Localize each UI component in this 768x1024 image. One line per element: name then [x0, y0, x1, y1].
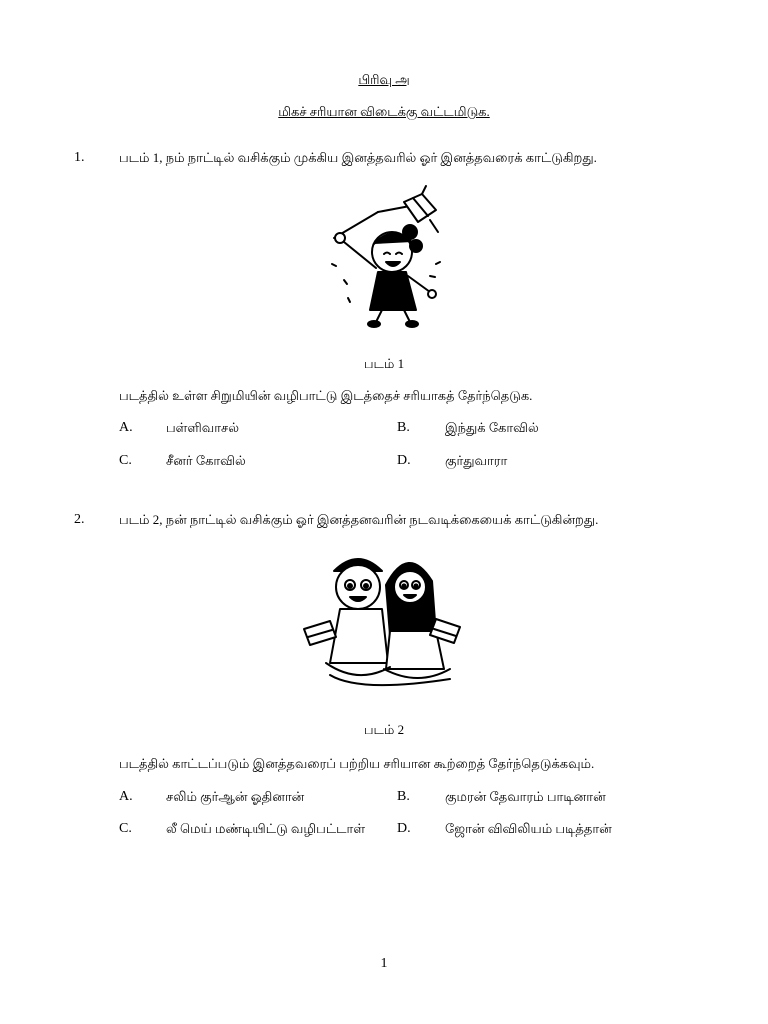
question-1-text: படம் 1, நம் நாட்டில் வசிக்கும் முக்கிய இனத்தவரில் ஓர் இனத்தவரைக் காட்டுகிறது. — [119, 150, 597, 165]
girl-with-lantern-illustration — [318, 180, 458, 330]
option-1b-text[interactable]: இந்துக் கோவில் — [445, 420, 539, 435]
figure-2-caption: படம் 2 — [363, 722, 405, 737]
figure-1-caption: படம் 1 — [363, 356, 405, 371]
section-title: பிரிவு அ — [358, 72, 410, 87]
page-number: 1 — [380, 956, 388, 971]
option-1b-letter: B. — [397, 420, 410, 435]
section-instruction: மிகச் சரியான விடைக்கு வட்டமிடுக. — [278, 104, 490, 119]
question-2-number: 2. — [74, 512, 85, 527]
option-2d-letter: D. — [397, 821, 411, 836]
option-2a-letter: A. — [119, 789, 133, 804]
option-1a-text[interactable]: பள்ளிவாசல் — [166, 420, 239, 435]
question-1-prompt: படத்தில் உள்ள சிறுமியின் வழிபாட்டு இடத்தைச் சரியாகத் தேர்ந்தெடுக. — [119, 388, 533, 403]
option-1d-letter: D. — [397, 453, 411, 468]
option-1a-letter: A. — [119, 420, 133, 435]
option-1d-text[interactable]: குர்துவாரா — [445, 453, 508, 468]
children-reading-illustration — [300, 545, 468, 695]
option-2a-text[interactable]: சலிம் குர்ஆன் ஓதினான் — [166, 789, 305, 804]
option-2b-letter: B. — [397, 789, 410, 804]
option-1c-letter: C. — [119, 453, 132, 468]
question-2-text: படம் 2, நன் நாட்டில் வசிக்கும் ஓர் இனத்தனவரின் நடவடிக்கையைக் காட்டுகின்றது. — [119, 512, 599, 527]
option-2c-letter: C. — [119, 821, 132, 836]
option-2c-text[interactable]: லீ மெய் மண்டியிட்டு வழிபட்டாள் — [166, 821, 366, 836]
question-2-prompt: படத்தில் காட்டப்படும் இனத்தவரைப் பற்றிய சரியான கூற்றைத் தேர்ந்தெடுக்கவும். — [119, 756, 595, 771]
question-1-number: 1. — [74, 150, 85, 165]
option-2b-text[interactable]: குமரன் தேவாரம் பாடினான் — [445, 789, 606, 804]
option-2d-text[interactable]: ஜோன் விவிலியம் படித்தான் — [445, 821, 612, 836]
option-1c-text[interactable]: சீனர் கோவில் — [166, 453, 246, 468]
